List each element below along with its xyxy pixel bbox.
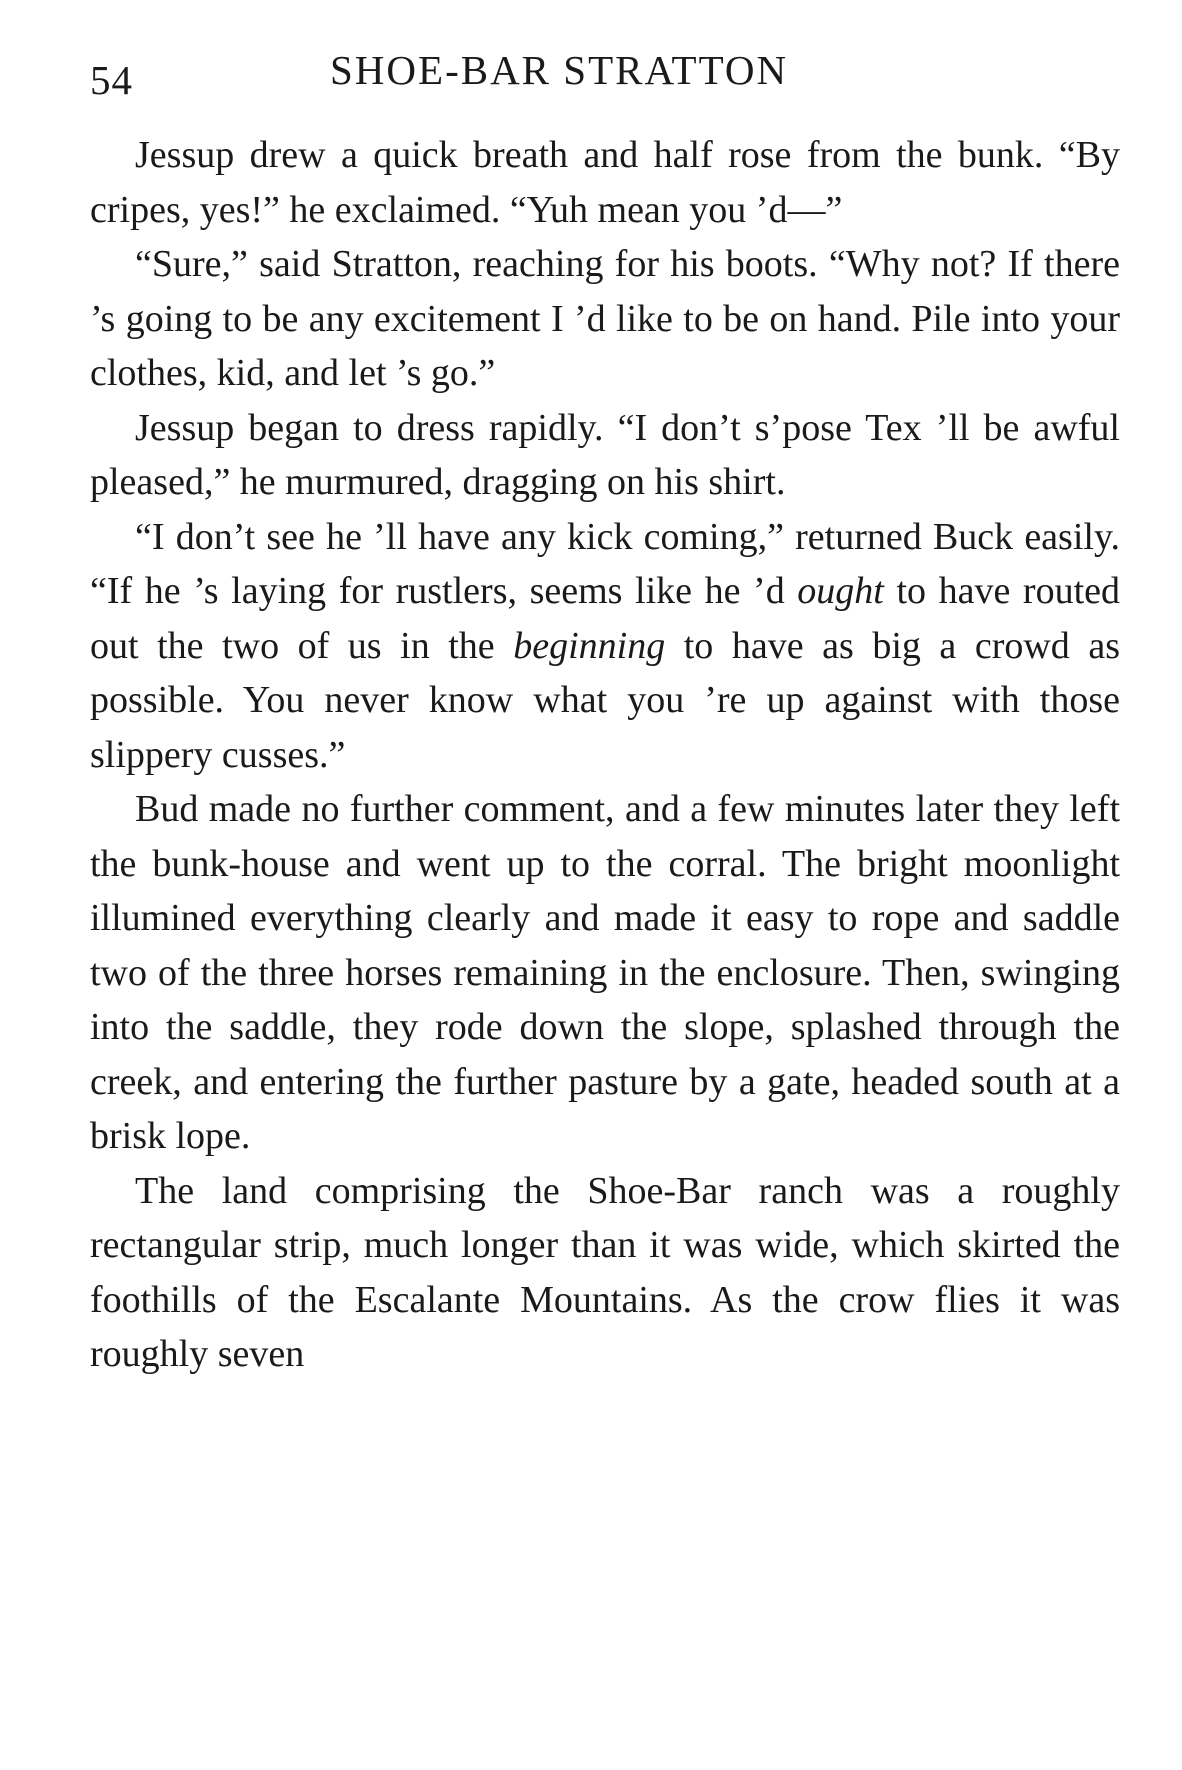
book-page	[90, 40, 1120, 1382]
text-segment: to have as big a crowd as possible. You never know what you ’re up against with those slippery cusses.”	[90, 624, 1120, 776]
paragraph-5	[90, 782, 1120, 1164]
paragraph-6	[90, 1164, 1120, 1382]
body-text	[90, 128, 1120, 1382]
paragraph-1	[90, 128, 1120, 237]
italic-text-segment: beginning	[513, 624, 666, 667]
book-title: SHOE-BAR STRATTON	[330, 47, 789, 93]
text-segment: Jessup began to dress rapidly. “I don’t s’pose Tex ’ll be awful pleased,” he murmured, dragging on his shirt.	[90, 406, 1120, 503]
page-number: 54	[90, 57, 133, 103]
text-segment: Bud made no further comment, and a few minutes later they left the bunk-house and went up to the corral. The bright moonlight illumined everything clearly and made it easy to rope and saddle two of the three horses remaining in the enclosure. Then, swinging into the saddle, they rode down the slope, splashed through the creek, and entering the further pasture by a gate, headed south at a brisk lope.	[90, 788, 1120, 1157]
paragraph-2	[90, 237, 1120, 401]
text-segment: Jessup drew a quick breath and half rose from the bunk. “By cripes, yes!” he exclaimed. “Yuh mean you ’d—”	[90, 134, 1120, 231]
italic-text-segment: ought	[797, 570, 884, 612]
paragraph-4	[90, 510, 1120, 783]
text-segment: “Sure,” said Stratton, reaching for his boots. “Why not? If there ’s going to be any excitement I ’d like to be on hand. Pile into your clothes, kid, and let ’s go.”	[90, 243, 1120, 394]
text-segment: “I don’t see he ’ll have any kick coming,” returned Buck easily. “If he ’s laying for rustlers, seems like he ’d	[90, 515, 1120, 612]
running-head	[90, 40, 1120, 110]
text-segment: The land comprising the Shoe-Bar ranch was a roughly rectangular strip, much longer than it was wide, which skirted the foothills of the Escalante Mountains. As the crow flies it was roughly seven	[90, 1169, 1120, 1375]
text-segment: to have routed out the two of us in the	[90, 570, 1120, 667]
paragraph-3	[90, 401, 1120, 510]
